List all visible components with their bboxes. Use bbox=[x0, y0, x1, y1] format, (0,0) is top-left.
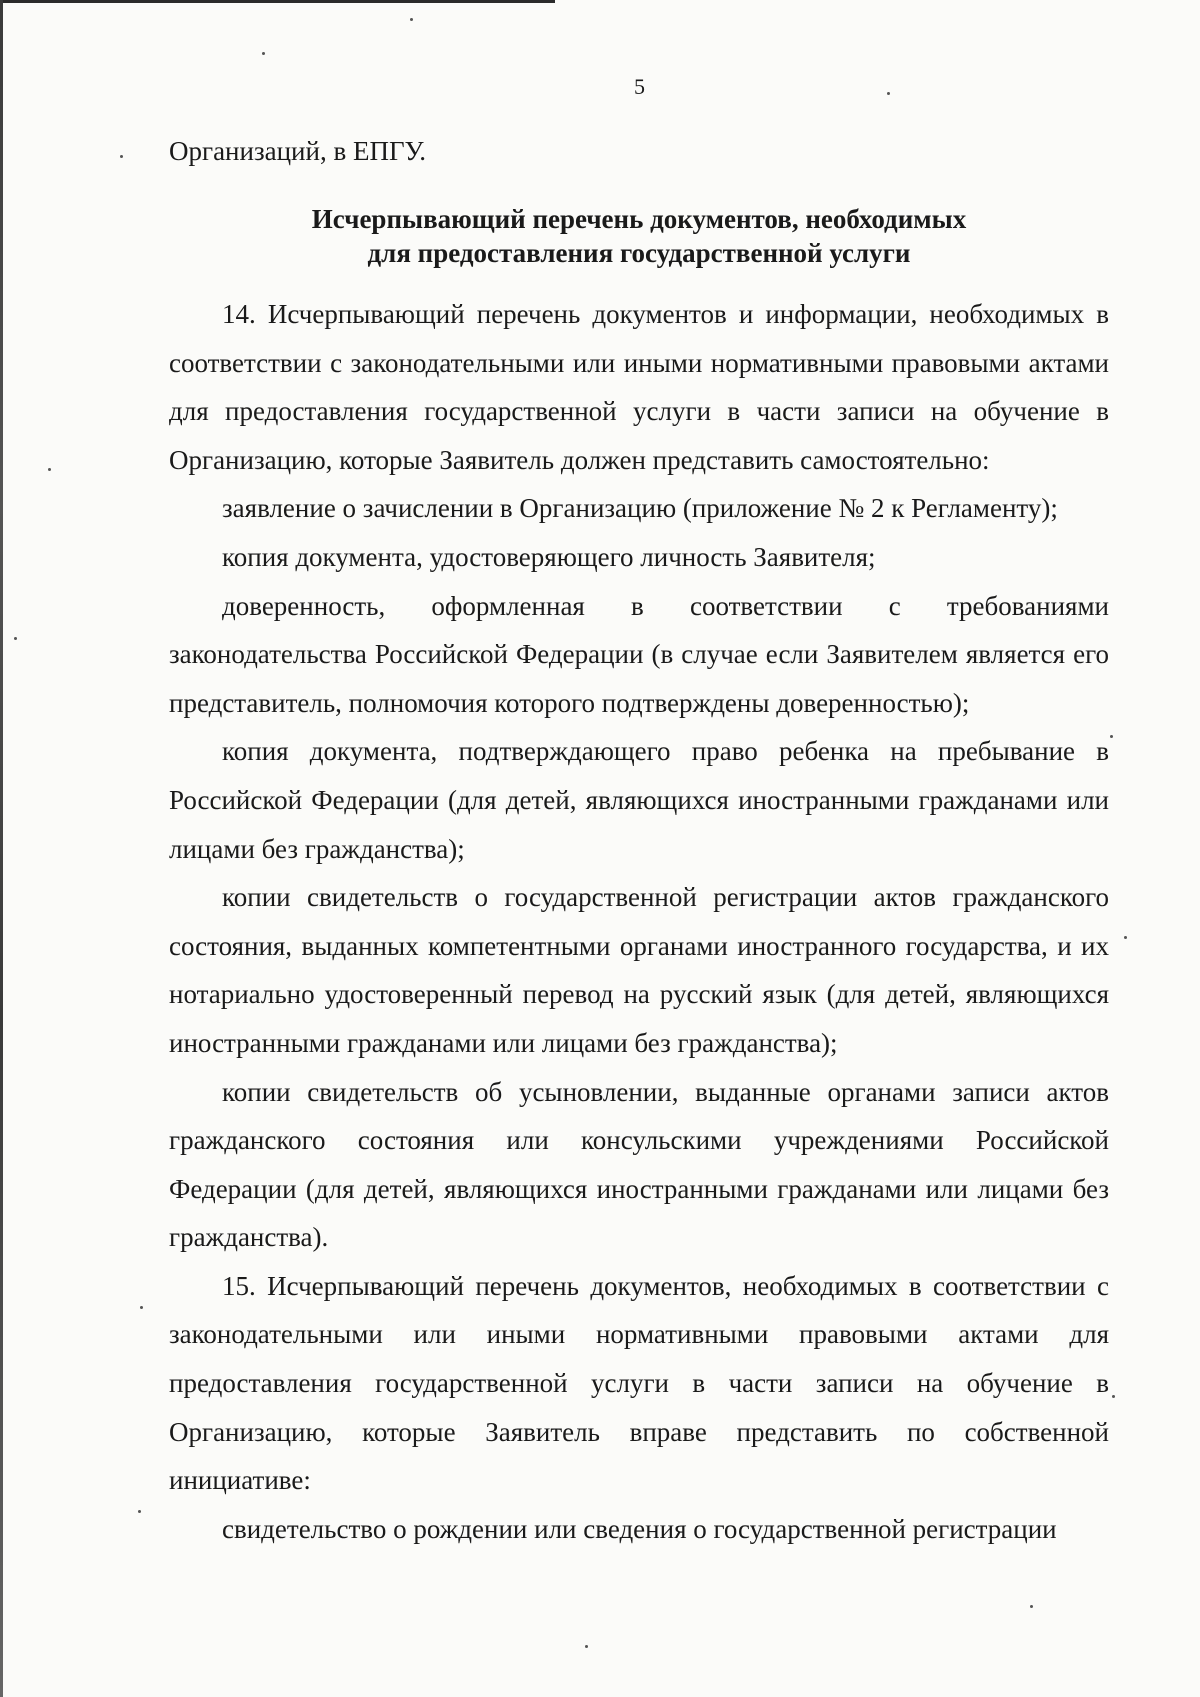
scan-top-edge bbox=[0, 0, 555, 3]
list-item-adoption-certificates: копии свидетельств об усыновлении, выданные органами записи актов гражданского состояния или консульскими учреждениями Российской Федерации (для детей, являющихся иностранными гражданами или лицами без гражданства). bbox=[169, 1076, 1109, 1253]
scan-speck bbox=[410, 18, 413, 21]
list-item-residence-right: копия документа, подтверждающего право ребенка на пребывание в Российской Федерации (для детей, являющихся иностранными гражданами или лицами без гражданства); bbox=[169, 736, 1109, 864]
list-item-birth-certificate: свидетельство о рождении или сведения о государственной регистрации bbox=[222, 1513, 1057, 1544]
scan-speck bbox=[1030, 1605, 1033, 1608]
continuation-line: Организаций, в ЕПГУ. bbox=[169, 136, 427, 166]
section-heading bbox=[169, 202, 1109, 270]
scan-speck bbox=[14, 637, 17, 640]
scan-left-edge bbox=[0, 0, 3, 1697]
paragraph-15: 15. Исчерпывающий перечень документов, необходимых в соответствии с законодательными или иными нормативными правовыми актами для предоставления государственной услуги в части записи на обучение в Организацию, которые Заявитель вправе представить по собственной инициативе: bbox=[169, 1270, 1109, 1496]
paragraph-14: 14. Исчерпывающий перечень документов и информации, необходимых в соответствии с законодательными или иными нормативными правовыми актами для предоставления государственной услуги в части записи на обучение в Организацию, которые Заявитель должен представить самостоятельно: bbox=[169, 299, 1109, 475]
scan-speck bbox=[138, 1510, 141, 1513]
scan-speck bbox=[1124, 936, 1127, 939]
scan-speck bbox=[262, 52, 265, 55]
page-number: 5 bbox=[634, 74, 645, 99]
scan-speck bbox=[120, 155, 123, 158]
list-item-civil-status-certificates: копии свидетельств о государственной регистрации актов гражданского состояния, выданных компетентными органами иностранного государства, и их нотариально удостоверенный перевод на русский язык (для детей, являющихся иностранными гражданами или лицами без гражданства); bbox=[169, 882, 1109, 1058]
list-item-power-of-attorney: доверенность, оформленная в соответствии с требованиями законодательства Российской Федерации (в случае если Заявителем является его представитель, полномочия которого подтверждены доверенностью); bbox=[169, 590, 1109, 718]
list-item-id-copy: копия документа, удостоверяющего личность Заявителя; bbox=[222, 541, 876, 572]
list-item-application: заявление о зачислении в Организацию (приложение № 2 к Регламенту); bbox=[222, 493, 1058, 524]
document-body bbox=[169, 128, 1109, 1553]
scan-speck bbox=[585, 1645, 588, 1648]
scan-speck bbox=[887, 92, 890, 95]
scan-speck bbox=[1110, 735, 1113, 738]
scan-speck bbox=[48, 468, 51, 471]
heading-line-1: Исчерпывающий перечень документов, необходимых bbox=[311, 204, 967, 234]
heading-line-2: для предоставления государственной услуги bbox=[367, 238, 911, 268]
scan-speck bbox=[1112, 1395, 1115, 1398]
scan-speck bbox=[140, 1306, 143, 1309]
